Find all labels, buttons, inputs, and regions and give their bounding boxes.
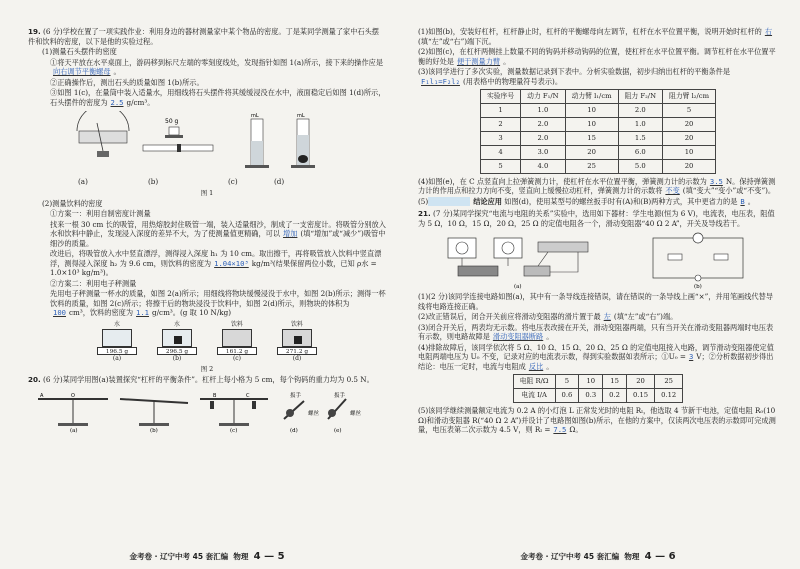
fig1-label-b: (b) — [148, 177, 159, 186]
q19-p1-2: ②正确操作后，测出石头的质量如图 1(b)所示。 — [50, 77, 204, 87]
answer-q19-2: 2.5 — [110, 97, 124, 107]
q21-intro: 21. (7 分)某同学探究“电流与电阻的关系”实验中，选用如下器材：学生电源(恒为 6 V)，电流表，电压表，阻值为 5 Ω，10 Ω，15 Ω，20 Ω，25 Ω 的定值电阻各一个，滑动变阻器“40 Ω 2 A”，开关及导线若干。 — [418, 209, 775, 228]
fig1-label-c: (c) — [228, 177, 238, 186]
footer-subject-left: 物理 — [233, 551, 249, 561]
table-row: 3 2.0 15 1.5 20 — [480, 131, 715, 145]
conclusion-stamp-icon — [428, 197, 470, 206]
wrench-d-icon — [284, 391, 320, 433]
fig1-label-a: (a) — [78, 177, 88, 186]
answer-q19-5: 100 — [53, 308, 66, 318]
footer-page-right: 4 — 6 — [644, 550, 676, 562]
answer-q19-6: 1.1 — [136, 308, 150, 318]
right-page — [400, 0, 800, 569]
lever-c-icon — [200, 393, 268, 433]
footer-page-left: 4 — 5 — [253, 550, 285, 562]
table-row: 2 2.0 10 1.0 20 — [480, 117, 715, 131]
answer-q21-5: 7.5 — [553, 425, 567, 435]
table-header: 动力臂 l₁/cm — [565, 90, 618, 104]
answer-q20-3: F₁l₁=F₂l₂ — [421, 76, 460, 86]
q20-part1: (1)如图(b)，安装好杠杆，杠杆静止时，杠杆的平衡螺母向左调节，杠杆在水平位置平衡，说明开始时杠杆的 右(填“左”或“右”)端下沉。 — [418, 27, 778, 46]
q19-p1-3: ③如图 1(c)，在量筒中装入适量水，用细线将石头摆件将其缓缓浸没在水中，液面稳定后如图 1(d)所示，石头摆件的密度为 2.5 g/cm³。 — [50, 88, 386, 107]
table-row: 电流 I/A 0.6 0.3 0.2 0.15 0.12 — [513, 389, 683, 403]
figure-1-svg — [57, 111, 357, 173]
footer-title-left: 金考卷 · 辽宁中考 45 套汇编 — [129, 551, 229, 561]
balance-pointer-icon — [77, 111, 129, 157]
scale-d: 饮料 271.2 g (d) — [277, 321, 317, 363]
lever-a-icon — [38, 393, 108, 433]
lever-b-icon — [120, 399, 188, 433]
q19-part2-title: (2)测量饮料的密度 — [42, 198, 103, 208]
svg-text:C: C — [246, 392, 250, 399]
fig1-ml-d: mL — [297, 113, 305, 119]
svg-text:(c): (c) — [230, 427, 238, 433]
lever-data-table — [480, 89, 716, 174]
left-footer — [28, 550, 386, 563]
answer-q21-4: 反比 — [528, 361, 544, 371]
svg-text:(b): (b) — [150, 427, 158, 433]
svg-text:扳手: 扳手 — [290, 392, 302, 399]
q19-method1-text2: 改进后，将吸管放入水中竖直漂浮，测得浸入深度 h₁ 为 10 cm。取出擦干，再将吸管放入饮料中竖直漂浮，测得浸入深度 h₂ 为 9.6 cm，则饮料的密度为 1.04×10³ kg/m³(结果保留两位小数，已知 ρ水 = 1.0×10³ kg/m³)。 — [50, 249, 382, 278]
q19-p1-1: ①将天平放在水平桌面上，游码移到标尺左端的零刻度线处，发现指针如图 1(a)所示，接下来的操作应是向右调节平衡螺母 。 — [50, 57, 384, 76]
q20-intro: 20. (6 分)某同学用图(a)装置探究“杠杆的平衡条件”。杠杆上每小格为 5 cm，每个钩码的重力均为 0.5 N。 — [28, 375, 374, 385]
answer-q19-3: 增加 — [283, 229, 298, 239]
figure-1-labels — [28, 177, 386, 187]
q21-step3: (3)闭合开关后，两表均无示数。将电压表改接在开关，滑动变阻器两端，只有当开关在滑动变阻器两端时电压表有示数，则电路故障是 滑动变阻器断路 。 — [418, 322, 774, 342]
table-header-row — [480, 90, 715, 104]
q20-part5: (5) 结论应用 如图(d)，使用某型号的螺丝扳手时有(A)和(B)两种方式，其中更省力的是 B 。 — [418, 196, 755, 206]
table-row: 电阻 R/Ω 5 10 15 20 25 — [513, 375, 683, 389]
fig1-ml-c: mL — [251, 113, 259, 119]
scale-b: 水 296.5 g (b) — [157, 321, 197, 363]
table-header: 动力 F₁/N — [521, 90, 565, 104]
scale-b-reading: 296.5 g — [157, 347, 197, 355]
weight-scale-icon — [143, 127, 213, 152]
right-footer — [418, 550, 778, 563]
q19-method1-text: 找来一根 30 cm 长的吸管，用热熔胶封住吸管一端，装入适量细沙，制成了一支密度计。将吸管分别放入水和饮料中静止，发现浸入深度的差异不大，为了使测量值更精确，可以 增加 (填“增加”或“减少”)吸管中细沙的质量。 — [50, 219, 386, 248]
wrench-e-icon — [328, 391, 362, 433]
svg-text:(d): (d) — [290, 427, 298, 433]
scale-c: 饮料 161.2 g (c) — [217, 321, 257, 363]
fig1-weight-label: 50 g — [165, 118, 179, 125]
figure-2 — [28, 321, 386, 363]
q21-step2: (2)改正错误后，闭合开关前应将滑动变阻器的滑片置于最 左 (填“左”或“右”)端。 — [418, 312, 678, 322]
q20-part2: (2)如图(c)，在杠杆两侧挂上数量不同的钩码并移动钩码的位置，使杠杆在水平位置平衡。调节杠杆在水平位置平衡的好处是 便于测量力臂 。 — [418, 47, 776, 66]
svg-text:A: A — [40, 392, 44, 399]
figure-1-caption: 图 1 — [200, 188, 214, 197]
svg-text:螺丝: 螺丝 — [308, 410, 320, 417]
scale-a-reading: 196.5 g — [97, 347, 137, 355]
table-header: 阻力臂 l₂/cm — [663, 90, 716, 104]
figure-q20 — [28, 389, 386, 433]
q19-method2-text: 先用电子秤测量一杯水的质量，如图 2(a)所示；用细线将物块缓慢浸没于水中，如图 2(b)所示；测得一杯饮料的质量，如图 2(c)所示；将擦干后的物块浸没于饮料中，如图 2(d)所示，则物块的体积为100 cm³，饮料的密度为 1.1 g/cm³。(g 取 10 N/kg) — [50, 289, 386, 318]
lever-figures-svg — [28, 389, 368, 433]
svg-text:(e): (e) — [334, 427, 342, 433]
circuit-physical-a-icon — [448, 238, 588, 290]
circuit-figures-svg — [428, 232, 768, 290]
table-header: 阻力 F₂/N — [618, 90, 662, 104]
answer-q20-2: 便于测量力臂 — [456, 56, 501, 66]
svg-text:(b): (b) — [694, 284, 702, 291]
figure-q21 — [418, 232, 778, 290]
scale-d-reading: 271.2 g — [277, 347, 317, 355]
answer-q21-2: 滑动变阻器断路 — [492, 332, 544, 342]
answer-q21-1: 左 — [603, 312, 611, 322]
q19-method2-title: ②方案二：利用电子秤测量 — [50, 278, 137, 288]
svg-text:扳手: 扳手 — [334, 392, 346, 399]
table-row: 4 3.0 20 6.0 10 — [480, 145, 715, 159]
answer-q19-1: 向右调节平衡螺母 — [53, 67, 111, 76]
q21-step1: (1)(2 分)该同学连接电路如图(a)，其中有一条导线连接错误，请在错误的一条导线上画“×”，并用笔画线代替导线将电路连接正确。 — [418, 292, 773, 311]
footer-title-right: 金考卷 · 辽宁中考 45 套汇编 — [520, 551, 620, 561]
svg-text:B: B — [213, 392, 217, 399]
answer-q20-4: 3.5 — [709, 176, 723, 186]
q20-part4: (4)如图(e)，在 C 点竖直向上拉弹簧测力计，使杠杆在水平位置平衡，弹簧测力计的示数为 3.5 N。保持弹簧测力计的作用点和拉力方向不变，竖直向上缓慢拉动杠杆，弹簧测力计的示数将 不变 (填“变大”“变小”或“不变”)。 — [418, 176, 776, 196]
scale-a: 水 196.5 g (a) — [97, 321, 137, 363]
figure-1 — [28, 111, 386, 173]
svg-text:螺丝: 螺丝 — [350, 410, 362, 417]
svg-text:(a): (a) — [514, 284, 522, 291]
svg-text:O: O — [71, 392, 75, 399]
fig1-label-d: (d) — [274, 177, 285, 186]
graduated-cylinder-icon — [245, 119, 269, 168]
figure-2-caption: 图 2 — [200, 364, 214, 373]
q20-part3: (3)该同学进行了多次实验，测量数据记录到下表中。分析实验数据，初步归纳出杠杆的平衡条件是F₁l₁=F₂l₂ (用表格中的物理量符号表示)。 — [418, 67, 731, 86]
q21-step5: (5)该同学继续测量额定电流为 0.2 A 的小灯泡 L 正常发光时的电阻 Rₗ，他选取 4 节新干电池，定值电阻 R₀(10 Ω)和滑动变阻器 R(“40 Ω 2 A”)并设计了电路图如图(b)所示，在他的方案中，仅读两次电压表的示数即可完成测量，电压表第二次示数为 4.5 V，则 Rₗ = 7.5 Ω。 — [418, 406, 776, 435]
current-resistance-table — [513, 374, 684, 403]
answer-q20-6: B — [740, 196, 745, 206]
q21-step4: (4)排除故障后，该同学依次将 5 Ω、10 Ω、15 Ω、20 Ω、25 Ω 的定值电阻接入电路，调节滑动变阻器使定值电阻两端电压为 U₀ 不变，记录对应的电流表示数，得到实验数据如表所示；①U₀ = 3 V；②分析数据初步得出结论：电压一定时，电流与电阻成 反比 。 — [418, 342, 774, 371]
answer-q20-5: 不变 — [665, 186, 680, 196]
answer-q19-4: 1.04×10³ — [214, 258, 249, 268]
scale-c-reading: 161.2 g — [217, 347, 257, 355]
q19-method1-title: ①方案一：利用自制密度计测量 — [50, 209, 151, 219]
table-row: 5 4.0 25 5.0 20 — [480, 159, 715, 173]
table-row: 1 1.0 10 2.0 5 — [480, 103, 715, 117]
table-header: 实验序号 — [480, 90, 520, 104]
q19-part1-title: (1)测量石头摆件的密度 — [42, 47, 117, 56]
svg-text:(a): (a) — [70, 427, 78, 433]
circuit-diagram-b-icon — [653, 233, 743, 290]
answer-q21-3: 3 — [688, 352, 694, 362]
footer-subject-right: 物理 — [624, 551, 640, 561]
answer-q20-1: 右 — [764, 27, 773, 36]
q19-intro: 19. (6 分)学校在置了一项实践作业：利用身边的器材测量家中某个物品的密度。丁是某同学测量了家中石头摆件和饮料的密度，以下是他的实验过程。 — [28, 27, 379, 46]
cylinder-with-rock-icon — [291, 119, 315, 168]
